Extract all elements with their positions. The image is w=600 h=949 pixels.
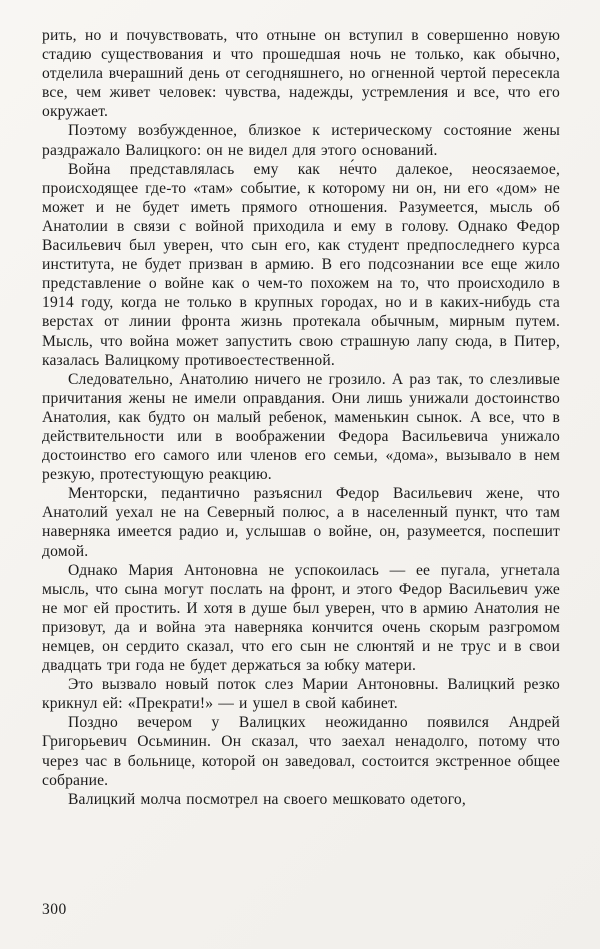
- page-number: 300: [42, 901, 67, 918]
- paragraph: рить, но и почувствовать, что отныне он вступил в совершенно новую стадию существования и что прошедшая ночь не только, как обычно, отделила вчерашний день от сегодняшнего, но огненной чертой пересекла все, чем живет человек: чувства, надежды, устремления и все, что его окружает.: [42, 27, 560, 121]
- paragraph: Поэтому возбужденное, близкое к истерическому состояние жены раздражало Валицкого: он не видел для этого оснований.: [42, 122, 560, 159]
- paragraph: Следовательно, Анатолию ничего не грозило. А раз так, то слезливые причитания жены не имели оправдания. Они лишь унижали достоинство Анатолия, как будто он малый ребенок, маменькин сынок. А все, что в действительности или в воображении Федора Васильевича унижало достоинство его самого или членов его семьи, «дома», вызывало в нем резкую, протестующую реакцию.: [42, 370, 560, 484]
- paragraph: Война представлялась ему как не́что далекое, неосязаемое, происходящее где-то «там» событие, к которому ни он, ни его «дом» не может и не будет иметь прямого отношения. Разумеется, мысль об Анатолии в связи с войной приходила и ему в голову. Однако Федор Васильевич был уверен, что сын его, как студент предпоследнего курса института, не будет призван в армию. В его подсознании все еще жило представление о войне как о чем-то похожем на то, что происходило в 1914 году, когда не только в крупных городах, но и в каких-нибудь ста верстах от линии фронта жизнь протекала обычным, мирным путем. Мысль, что война может запустить свою страшную лапу сюда, в Питер, казалась Валицкому противоестественной.: [42, 160, 560, 369]
- paragraph: Однако Мария Антоновна не успокоилась — ее пугала, угнетала мысль, что сына могут послать на фронт, и этого Федор Васильевич уже не мог ей простить. И хотя в душе был уверен, что в армию Анатолия не призовут, да и война эта наверняка кончится очень скорым разгромом немцев, он сердито сказал, что его сын не слюнтяй и не трус и в свои двадцать три года не будет держаться за юбку матери.: [42, 561, 560, 675]
- paragraph: Валицкий молча посмотрел на своего мешковато одетого,: [68, 790, 466, 808]
- page-text: [42, 26, 560, 809]
- paragraph: Менторски, педантично разъяснил Федор Васильевич жене, что Анатолий уехал не на Северный полюс, а в населенный пункт, что там наверняка имеется радио и, услышав о войне, он, разумеется, поспешит домой.: [42, 485, 560, 560]
- paragraph: Поздно вечером у Валицких неожиданно появился Андрей Григорьевич Осьминин. Он сказал, что заехал ненадолго, потому что через час в больнице, которой он заведовал, состоится экстренное общее собрание.: [42, 714, 560, 789]
- paragraph: Это вызвало новый поток слез Марии Антоновны. Валицкий резко крикнул ей: «Прекрати!» — и ушел в свой кабинет.: [42, 676, 560, 713]
